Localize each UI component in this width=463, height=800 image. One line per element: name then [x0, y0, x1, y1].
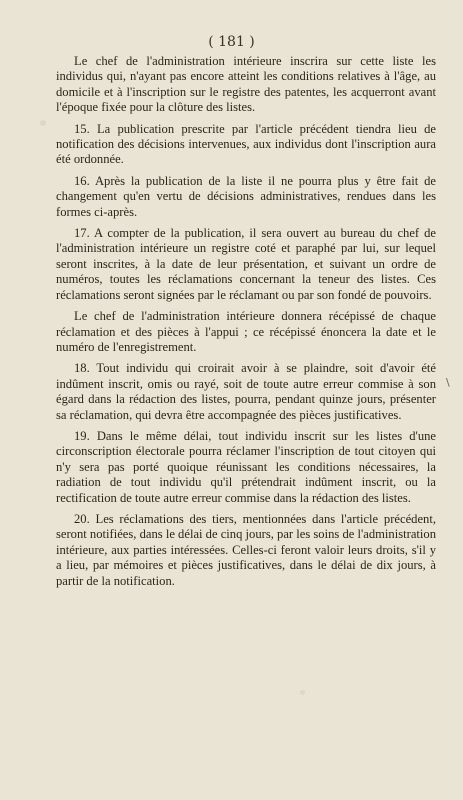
article-16: 16. Après la publication de la liste il ne pourra plus y être fait de changement qu'en vertu de décisions administratives, rendues dans les formes ci-après. [56, 173, 436, 219]
article-19: 19. Dans le même délai, tout individu inscrit sur les listes d'une circonscription électorale pourra réclamer l'inscription de tout citoyen qui n'y sera pas porté quoique réunissant les conditions nécessaires, la radiation de tout individu qu'il prétendrait indûment inscrit, ou la rectification de toute autre erreur commise dans la rédaction des listes. [56, 428, 436, 505]
article-17: 17. A compter de la publication, il sera ouvert au bureau du chef de l'administration intérieure un registre coté et paraphé par lui, sur lequel seront inscrites, à la date de leur présentation, et suivant un ordre de numéros, toutes les réclamations concernant la teneur des listes. Ces réclamations seront signées par le réclamant ou par son fondé de pouvoirs. [56, 226, 436, 302]
paragraph: Le chef de l'administration intérieure donnera récépissé de chaque réclamation et des pièces à l'appui ; ce récépissé énoncera la date et le numéro de l'enregistrement. [56, 309, 436, 354]
article-20: 20. Les réclamations des tiers, mentionnées dans l'article précédent, seront notifiées, dans le délai de cinq jours, par les soins de l'administration intérieure, aux parties intéressées. Celles-ci feront valoir leurs droits, s'il y a lieu, par mémoires et pièces justificatives, dans le délai de dix jours, à partir de la notification. [56, 511, 436, 588]
page-number: ( 181 ) [208, 34, 255, 50]
article-15: 15. La publication prescrite par l'article précédent tiendra lieu de notification des décisions intervenues, aux individus dont l'inscription aura été ordonnée. [56, 121, 436, 167]
margin-mark: \ [446, 376, 450, 389]
article-18: 18. Tout individu qui croirait avoir à se plaindre, soit d'avoir été indûment inscrit, omis ou rayé, soit de toute autre erreur commise à son égard dans la rédaction des listes, pourra, pendant quinze jours, présenter sa réclamation, qui devra être accompagnée des pièces justificatives. [56, 361, 436, 422]
paper-spot [300, 690, 305, 695]
body-text [56, 54, 436, 595]
paragraph: Le chef de l'administration intérieure inscrira sur cette liste les individus qui, n'ayant pas encore atteint les conditions relatives à l'âge, au domicile et à l'inscription sur le registre des patentes, les acquerront avant l'époque fixée pour la clôture des listes. [56, 54, 436, 115]
paper-spot [40, 120, 46, 126]
